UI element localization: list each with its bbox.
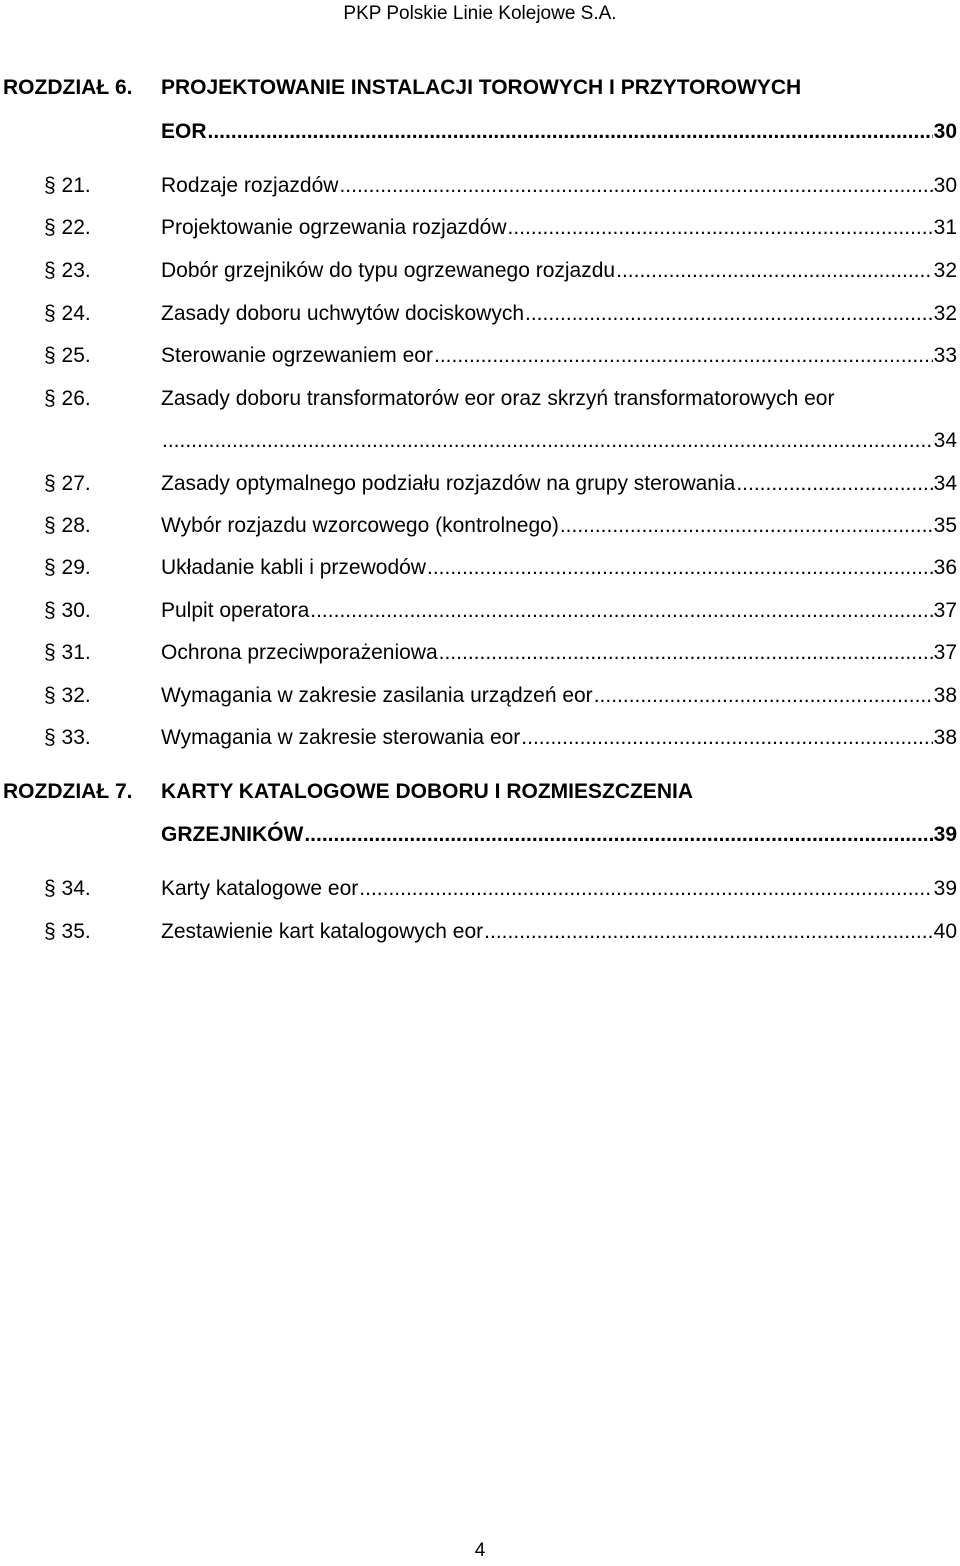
section-number: § 23. (44, 259, 91, 282)
dot-leader (208, 117, 933, 147)
toc-entry-32[interactable] (0, 681, 960, 711)
page-ref: 35 (933, 514, 957, 537)
page-ref: 39 (933, 823, 957, 846)
page-ref: 34 (933, 429, 957, 452)
section-number: § 30. (44, 599, 91, 622)
section-title: Rodzaje rozjazdów (161, 174, 339, 197)
toc-entry-25[interactable] (0, 341, 960, 371)
chapter-title-continued: GRZEJNIKÓW (161, 823, 304, 846)
section-title: Karty katalogowe eor (161, 877, 359, 900)
section-title: Zestawienie kart katalogowych eor (161, 920, 484, 943)
toc-entry-21[interactable] (0, 171, 960, 201)
page-ref: 32 (933, 302, 957, 325)
section-number: § 24. (44, 302, 91, 325)
chapter-title: PROJEKTOWANIE INSTALACJI TOROWYCH I PRZYTOROWYCH (161, 76, 802, 99)
toc-entry-22[interactable] (0, 213, 960, 243)
section-number: § 35. (44, 920, 91, 943)
page-ref: 38 (933, 726, 957, 749)
dot-leader (508, 213, 933, 243)
page-ref: 34 (933, 472, 957, 495)
toc-entry-24[interactable] (0, 299, 960, 329)
section-title: Projektowanie ogrzewania rozjazdów (161, 216, 507, 239)
section-number: § 29. (44, 556, 91, 579)
section-number: § 32. (44, 684, 91, 707)
section-title: Ochrona przeciwporażeniowa (161, 641, 438, 664)
page-ref: 30 (933, 120, 957, 143)
toc-entry-30[interactable] (0, 596, 960, 626)
page-header: PKP Polskie Linie Kolejowe S.A. (343, 3, 617, 24)
dot-leader (736, 469, 932, 499)
page-ref: 37 (933, 599, 957, 622)
section-title: Wymagania w zakresie zasilania urządzeń eor (161, 684, 593, 707)
toc-chapter-7-heading[interactable] (0, 777, 960, 807)
page-ref: 33 (933, 344, 957, 367)
dot-leader (616, 256, 933, 286)
page-ref: 37 (933, 641, 957, 664)
section-title: Zasady optymalnego podziału rozjazdów na grupy sterowania (161, 472, 736, 495)
section-number: § 21. (44, 174, 91, 197)
dot-leader (594, 681, 933, 711)
page-ref: 36 (933, 556, 957, 579)
section-title: Wybór rozjazdu wzorcowego (kontrolnego) (161, 514, 559, 537)
dot-leader (359, 874, 932, 904)
page-ref: 39 (933, 877, 957, 900)
chapter-title: KARTY KATALOGOWE DOBORU I ROZMIESZCZENIA (161, 780, 693, 803)
toc-entry-26[interactable] (0, 384, 960, 414)
page-ref: 38 (933, 684, 957, 707)
dot-leader (521, 723, 932, 753)
toc-chapter-6-line-2[interactable] (0, 117, 960, 147)
page-ref: 31 (933, 216, 957, 239)
section-number: § 28. (44, 514, 91, 537)
toc-entry-29[interactable] (0, 553, 960, 583)
section-title: Wymagania w zakresie sterowania eor (161, 726, 521, 749)
dot-leader (434, 341, 933, 371)
section-title: Pulpit operatora (161, 599, 310, 622)
toc-chapter-7-line-2[interactable] (0, 820, 960, 850)
section-title: Dobór grzejników do typu ogrzewanego rozjazdu (161, 259, 616, 282)
dot-leader (560, 511, 933, 541)
dot-leader (339, 171, 932, 201)
section-number: § 27. (44, 472, 91, 495)
section-number: § 25. (44, 344, 91, 367)
page-ref: 40 (933, 920, 957, 943)
dot-leader (304, 820, 932, 850)
toc-entry-line (161, 117, 960, 147)
chapter-label: ROZDZIAŁ 6. (3, 76, 133, 99)
chapter-title-line-1 (161, 777, 957, 807)
toc-entry-26-continued[interactable] (0, 426, 960, 456)
page-ref: 32 (933, 259, 957, 282)
section-number: § 34. (44, 877, 91, 900)
dot-leader (162, 426, 933, 456)
section-number: § 33. (44, 726, 91, 749)
toc-entry-33[interactable] (0, 723, 960, 753)
section-title: Zasady doboru transformatorów eor oraz skrzyń transformatorowych eor (161, 387, 835, 410)
toc-entry-34[interactable] (0, 874, 960, 904)
section-title: Sterowanie ogrzewaniem eor (161, 344, 433, 367)
toc-entry-28[interactable] (0, 511, 960, 541)
section-title: Zasady doboru uchwytów dociskowych (161, 302, 525, 325)
dot-leader (484, 917, 932, 947)
page-ref: 30 (933, 174, 957, 197)
dot-leader (525, 299, 933, 329)
section-number: § 22. (44, 216, 91, 239)
chapter-title-line-1 (161, 73, 957, 103)
section-number: § 31. (44, 641, 91, 664)
section-title: Układanie kabli i przewodów (161, 556, 426, 579)
toc-chapter-6-heading[interactable] (0, 73, 960, 103)
toc-entry-line (161, 820, 960, 850)
section-number: § 26. (44, 387, 91, 410)
toc-entry-27[interactable] (0, 469, 960, 499)
dot-leader (439, 638, 933, 668)
dot-leader (427, 553, 933, 583)
toc-entry-23[interactable] (0, 256, 960, 286)
toc-entry-35[interactable] (0, 917, 960, 947)
dot-leader (310, 596, 932, 626)
chapter-title-continued: EOR (161, 120, 207, 143)
toc-entry-31[interactable] (0, 638, 960, 668)
page-number: 4 (474, 1540, 486, 1561)
chapter-label: ROZDZIAŁ 7. (3, 780, 133, 803)
